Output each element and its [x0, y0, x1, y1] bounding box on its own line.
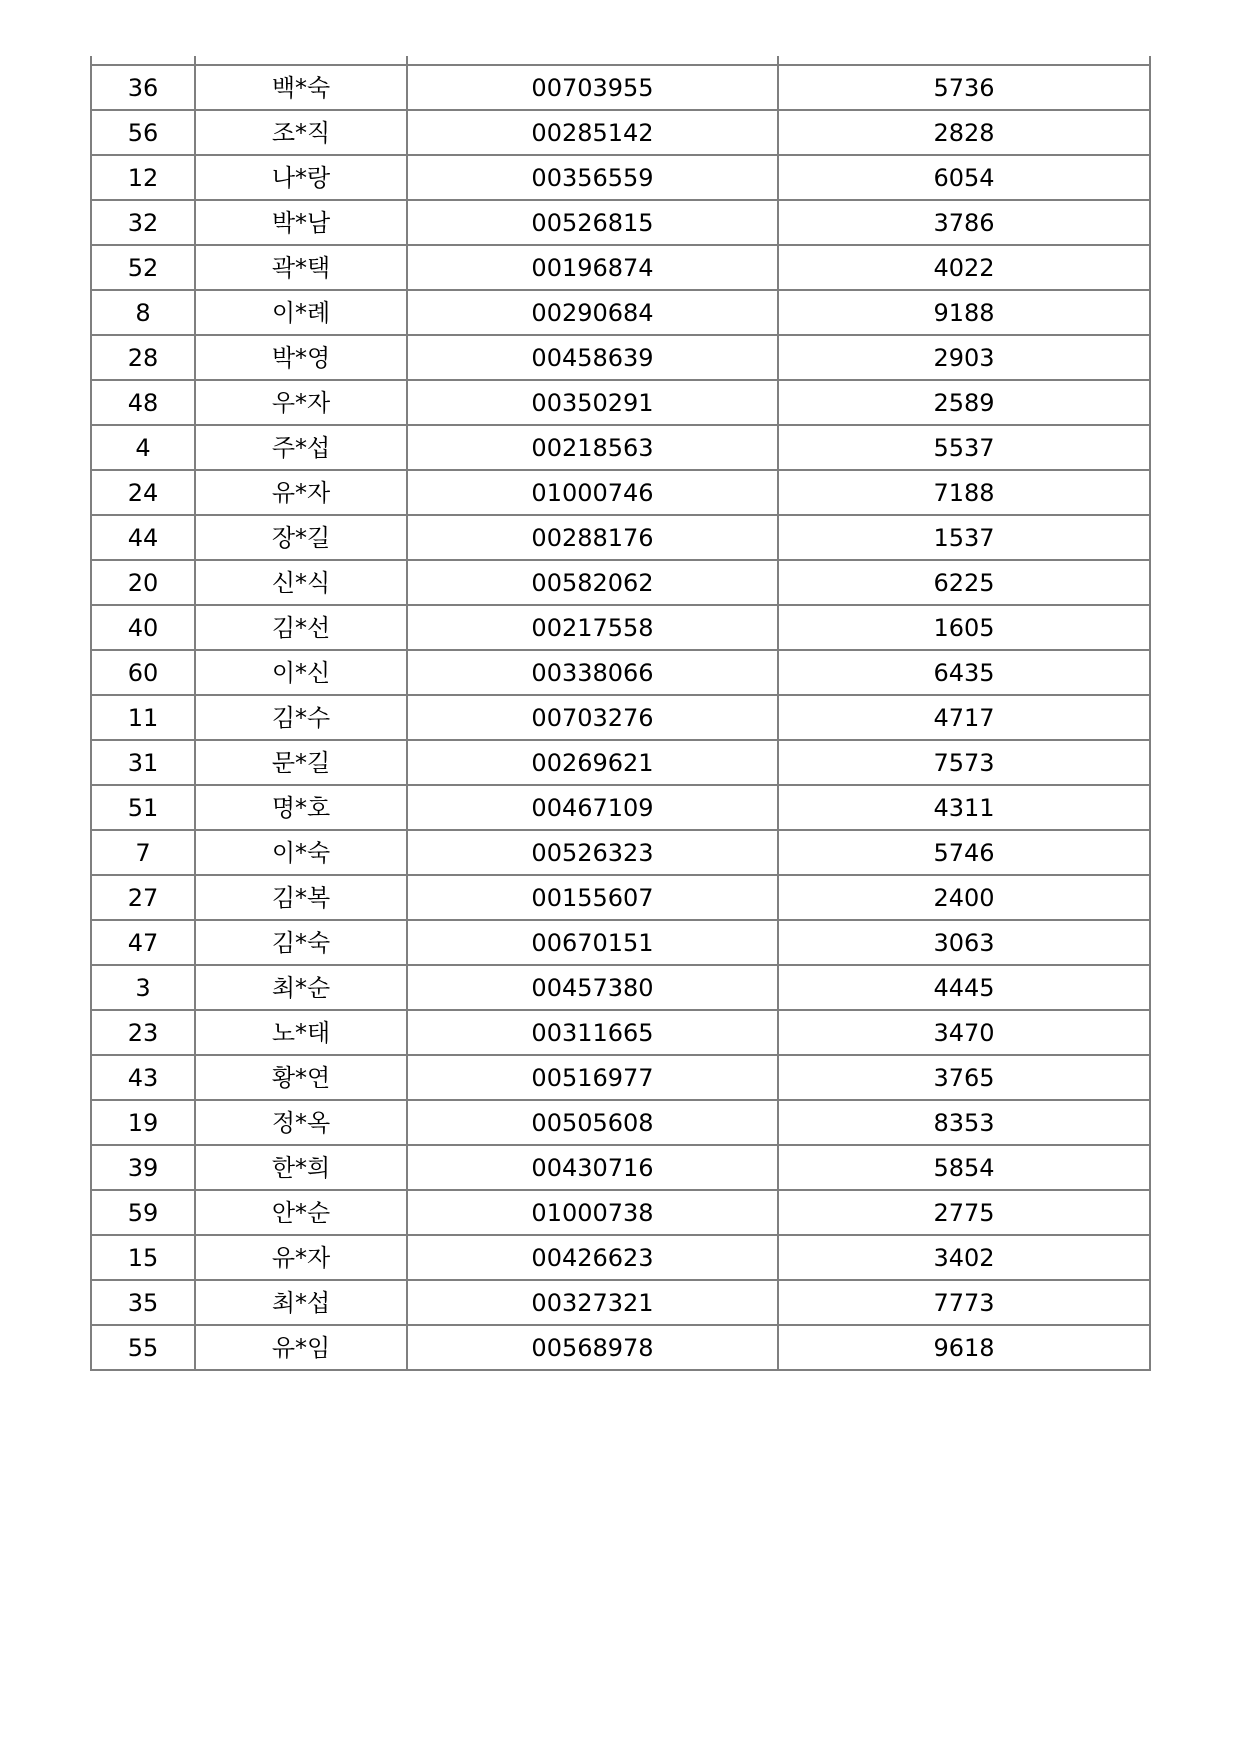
row-number-cell: 55 [91, 1325, 195, 1370]
table-continuation-stub [90, 56, 1151, 64]
name-cell: 주*섭 [195, 425, 407, 470]
value-cell: 8353 [778, 1100, 1150, 1145]
value-cell: 7188 [778, 470, 1150, 515]
name-cell: 김*숙 [195, 920, 407, 965]
id-cell: 00350291 [407, 380, 778, 425]
row-number-cell: 20 [91, 560, 195, 605]
row-number-cell: 7 [91, 830, 195, 875]
row-number-cell: 52 [91, 245, 195, 290]
row-number-cell: 15 [91, 1235, 195, 1280]
row-number-cell: 28 [91, 335, 195, 380]
value-cell: 5854 [778, 1145, 1150, 1190]
row-number-cell: 12 [91, 155, 195, 200]
row-number-cell: 32 [91, 200, 195, 245]
id-cell: 00670151 [407, 920, 778, 965]
table-row [91, 290, 1150, 335]
row-number-cell: 35 [91, 1280, 195, 1325]
value-cell: 4445 [778, 965, 1150, 1010]
table-row [91, 515, 1150, 560]
row-number-cell: 40 [91, 605, 195, 650]
id-cell: 01000746 [407, 470, 778, 515]
row-number-cell: 23 [91, 1010, 195, 1055]
id-cell: 00526323 [407, 830, 778, 875]
table-row [91, 380, 1150, 425]
name-cell: 장*길 [195, 515, 407, 560]
value-cell: 5746 [778, 830, 1150, 875]
table-row [91, 110, 1150, 155]
table-row [91, 785, 1150, 830]
id-cell: 00430716 [407, 1145, 778, 1190]
value-cell: 1605 [778, 605, 1150, 650]
table-row [91, 65, 1150, 110]
name-cell: 황*연 [195, 1055, 407, 1100]
id-cell: 00311665 [407, 1010, 778, 1055]
name-cell: 김*복 [195, 875, 407, 920]
row-number-cell: 31 [91, 740, 195, 785]
row-number-cell: 24 [91, 470, 195, 515]
value-cell: 2400 [778, 875, 1150, 920]
table-row [91, 830, 1150, 875]
value-cell: 6225 [778, 560, 1150, 605]
id-cell: 00582062 [407, 560, 778, 605]
name-cell: 유*자 [195, 470, 407, 515]
id-cell: 00338066 [407, 650, 778, 695]
table-row [91, 875, 1150, 920]
table-row [91, 425, 1150, 470]
id-cell: 00155607 [407, 875, 778, 920]
id-cell: 00196874 [407, 245, 778, 290]
table-row [91, 245, 1150, 290]
name-cell: 우*자 [195, 380, 407, 425]
name-cell: 안*순 [195, 1190, 407, 1235]
name-cell: 나*랑 [195, 155, 407, 200]
value-cell: 4717 [778, 695, 1150, 740]
table-row [91, 920, 1150, 965]
value-cell: 3765 [778, 1055, 1150, 1100]
table-row [91, 695, 1150, 740]
name-cell: 명*호 [195, 785, 407, 830]
name-cell: 유*임 [195, 1325, 407, 1370]
id-cell: 00269621 [407, 740, 778, 785]
name-cell: 노*태 [195, 1010, 407, 1055]
row-number-cell: 51 [91, 785, 195, 830]
row-number-cell: 48 [91, 380, 195, 425]
id-cell: 00457380 [407, 965, 778, 1010]
id-cell: 00568978 [407, 1325, 778, 1370]
value-cell: 4022 [778, 245, 1150, 290]
table-row [91, 560, 1150, 605]
table-row [91, 1145, 1150, 1190]
table-row [91, 200, 1150, 245]
name-cell: 김*수 [195, 695, 407, 740]
row-number-cell: 59 [91, 1190, 195, 1235]
row-number-cell: 36 [91, 65, 195, 110]
id-cell: 00467109 [407, 785, 778, 830]
value-cell: 7573 [778, 740, 1150, 785]
value-cell: 6054 [778, 155, 1150, 200]
id-cell: 00288176 [407, 515, 778, 560]
name-cell: 한*희 [195, 1145, 407, 1190]
row-number-cell: 39 [91, 1145, 195, 1190]
id-cell: 00516977 [407, 1055, 778, 1100]
row-number-cell: 44 [91, 515, 195, 560]
name-cell: 김*선 [195, 605, 407, 650]
name-cell: 백*숙 [195, 65, 407, 110]
row-number-cell: 56 [91, 110, 195, 155]
table-row [91, 335, 1150, 380]
row-number-cell: 8 [91, 290, 195, 335]
table-row [91, 1010, 1150, 1055]
table-row [91, 605, 1150, 650]
id-cell: 00218563 [407, 425, 778, 470]
value-cell: 6435 [778, 650, 1150, 695]
value-cell: 3402 [778, 1235, 1150, 1280]
row-number-cell: 11 [91, 695, 195, 740]
name-cell: 이*숙 [195, 830, 407, 875]
id-cell: 00327321 [407, 1280, 778, 1325]
value-cell: 5736 [778, 65, 1150, 110]
records-table-body [91, 65, 1150, 1370]
value-cell: 1537 [778, 515, 1150, 560]
table-row [91, 470, 1150, 515]
id-cell: 00526815 [407, 200, 778, 245]
table-row [91, 740, 1150, 785]
table-row [91, 155, 1150, 200]
name-cell: 박*영 [195, 335, 407, 380]
name-cell: 이*신 [195, 650, 407, 695]
records-table [90, 64, 1151, 1371]
row-number-cell: 27 [91, 875, 195, 920]
table-row [91, 650, 1150, 695]
table-row [91, 1280, 1150, 1325]
name-cell: 최*섭 [195, 1280, 407, 1325]
value-cell: 4311 [778, 785, 1150, 830]
id-cell: 00290684 [407, 290, 778, 335]
id-cell: 00703955 [407, 65, 778, 110]
table-row [91, 1325, 1150, 1370]
value-cell: 7773 [778, 1280, 1150, 1325]
id-cell: 01000738 [407, 1190, 778, 1235]
name-cell: 박*남 [195, 200, 407, 245]
value-cell: 2828 [778, 110, 1150, 155]
name-cell: 최*순 [195, 965, 407, 1010]
name-cell: 유*자 [195, 1235, 407, 1280]
value-cell: 2589 [778, 380, 1150, 425]
id-cell: 00458639 [407, 335, 778, 380]
table-row [91, 1100, 1150, 1145]
value-cell: 3786 [778, 200, 1150, 245]
id-cell: 00505608 [407, 1100, 778, 1145]
table-row [91, 965, 1150, 1010]
id-cell: 00285142 [407, 110, 778, 155]
row-number-cell: 47 [91, 920, 195, 965]
row-number-cell: 3 [91, 965, 195, 1010]
value-cell: 3063 [778, 920, 1150, 965]
id-cell: 00356559 [407, 155, 778, 200]
name-cell: 신*식 [195, 560, 407, 605]
value-cell: 5537 [778, 425, 1150, 470]
name-cell: 이*례 [195, 290, 407, 335]
row-number-cell: 60 [91, 650, 195, 695]
name-cell: 곽*택 [195, 245, 407, 290]
value-cell: 9188 [778, 290, 1150, 335]
row-number-cell: 43 [91, 1055, 195, 1100]
value-cell: 2903 [778, 335, 1150, 380]
name-cell: 문*길 [195, 740, 407, 785]
id-cell: 00217558 [407, 605, 778, 650]
name-cell: 정*옥 [195, 1100, 407, 1145]
value-cell: 3470 [778, 1010, 1150, 1055]
row-number-cell: 4 [91, 425, 195, 470]
value-cell: 9618 [778, 1325, 1150, 1370]
table-row [91, 1235, 1150, 1280]
table-row [91, 1055, 1150, 1100]
id-cell: 00703276 [407, 695, 778, 740]
table-row [91, 1190, 1150, 1235]
id-cell: 00426623 [407, 1235, 778, 1280]
name-cell: 조*직 [195, 110, 407, 155]
value-cell: 2775 [778, 1190, 1150, 1235]
row-number-cell: 19 [91, 1100, 195, 1145]
